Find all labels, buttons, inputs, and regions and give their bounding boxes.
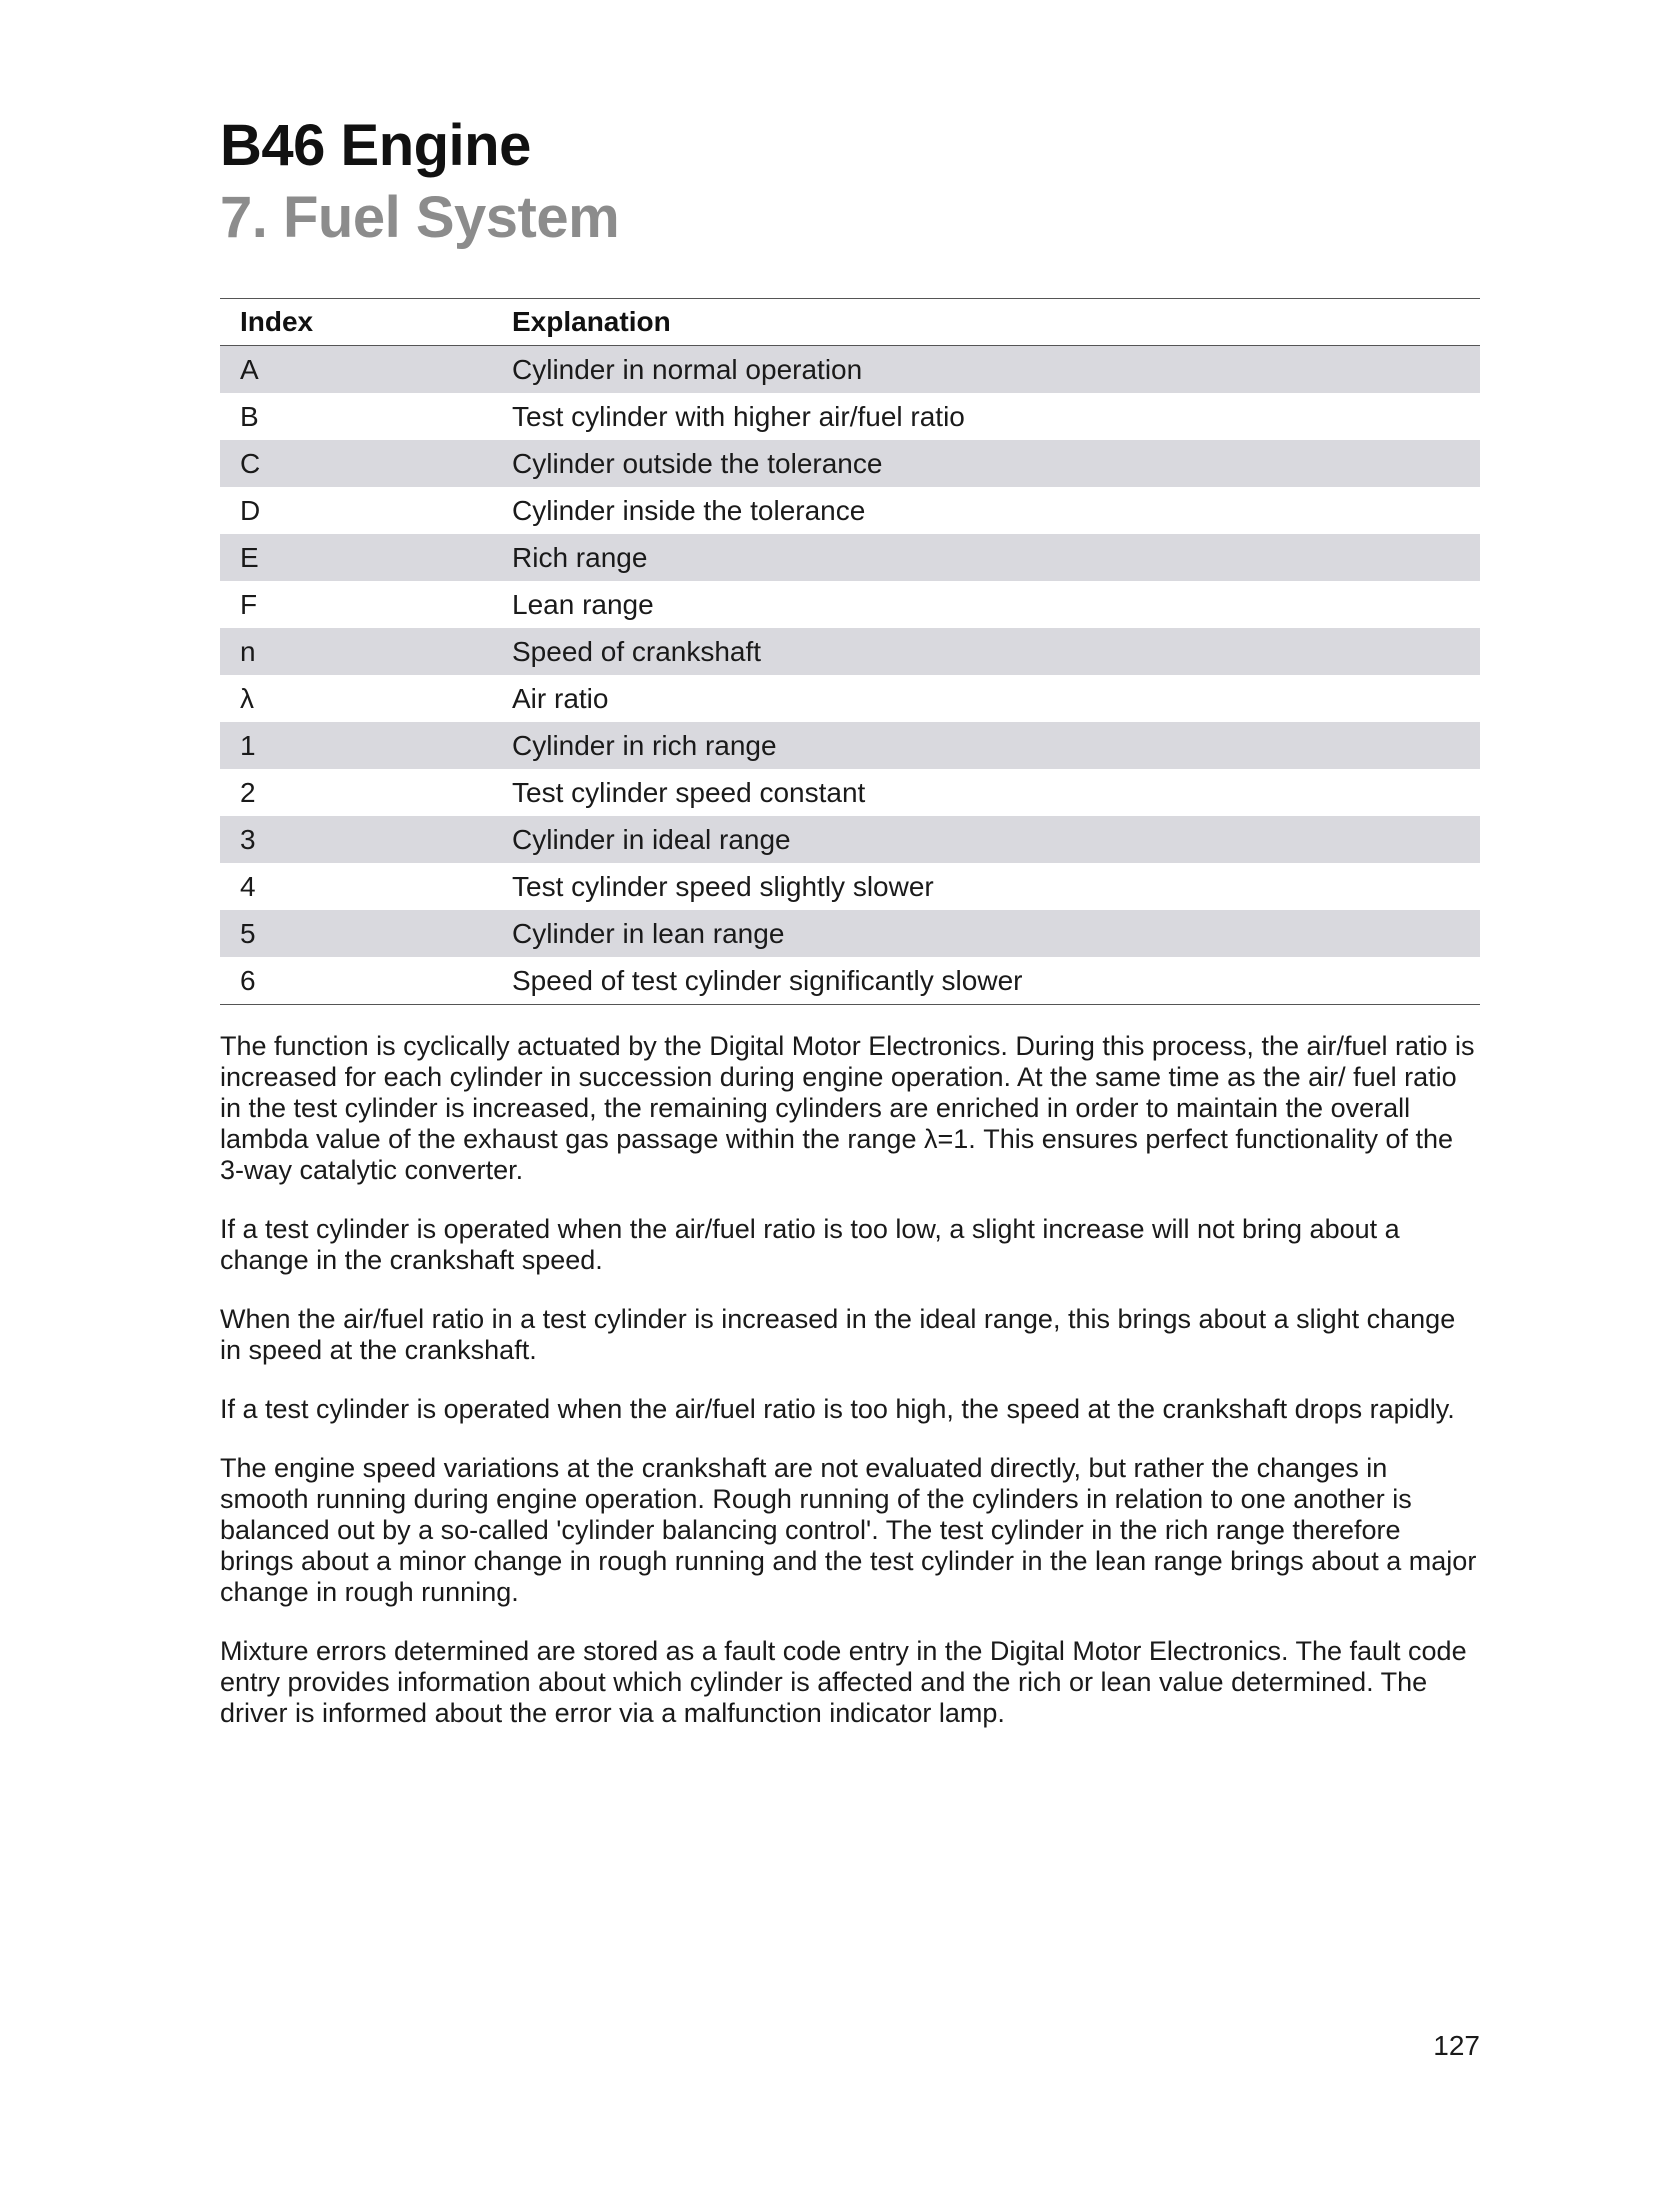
index-cell: 5 — [220, 910, 492, 957]
index-cell: B — [240, 400, 259, 432]
index-cell: 2 — [240, 776, 256, 808]
explanation-cell: Test cylinder speed slightly slower — [512, 870, 934, 902]
index-cell: 4 — [240, 870, 256, 902]
index-cell: D — [240, 494, 261, 526]
table-row — [220, 393, 1480, 440]
explanation-cell: Lean range — [512, 588, 654, 620]
paragraph: The function is cyclically actuated by the Digital Motor Electronics. During this process, the air/fuel ratio is increased for each cylinder in succession during engine operation. At the same time as the air/ fuel ratio in the test cylinder is increased, the remaining cylinders are enriched in order to maintain the overall lambda value of the exhaust gas passage within the range λ=1. This ensures perfect functionality of the 3-way catalytic converter. — [220, 1031, 1475, 1185]
paragraph: If a test cylinder is operated when the air/fuel ratio is too high, the speed at the crankshaft drops rapidly. — [220, 1394, 1455, 1424]
index-cell: 3 — [220, 816, 492, 863]
document-page — [220, 110, 1480, 1757]
table-row — [220, 628, 1480, 675]
index-cell: A — [220, 346, 492, 394]
table-row — [220, 346, 1480, 394]
paragraph: When the air/fuel ratio in a test cylinder is increased in the ideal range, this brings about a slight change in speed at the crankshaft. — [220, 1304, 1456, 1365]
page-title: B46 Engine — [220, 113, 531, 178]
explanation-cell: Cylinder in ideal range — [492, 816, 1480, 863]
index-cell: n — [220, 628, 492, 675]
index-cell: C — [220, 440, 492, 487]
explanation-column-header: Explanation — [492, 299, 1480, 346]
table-row — [220, 769, 1480, 816]
legend-table — [220, 298, 1480, 1005]
explanation-cell: Cylinder in lean range — [492, 910, 1480, 957]
explanation-cell: Air ratio — [512, 682, 609, 714]
index-column-header: Index — [220, 299, 492, 346]
table-header-row — [220, 299, 1480, 346]
paragraph: Mixture errors determined are stored as a fault code entry in the Digital Motor Electronics. The fault code entry provides information about which cylinder is affected and the rich or lean value determined. The driver is informed about the error via a malfunction indicator lamp. — [220, 1636, 1467, 1728]
index-cell: E — [220, 534, 492, 581]
table-row — [220, 957, 1480, 1005]
table-row — [220, 675, 1480, 722]
explanation-cell: Cylinder in normal operation — [492, 346, 1480, 394]
index-cell: λ — [240, 682, 254, 714]
explanation-cell: Cylinder inside the tolerance — [512, 494, 866, 526]
explanation-cell: Cylinder outside the tolerance — [492, 440, 1480, 487]
table-row — [220, 487, 1480, 534]
explanation-cell: Speed of test cylinder significantly slower — [512, 964, 1023, 996]
index-cell: 6 — [240, 964, 256, 996]
explanation-cell: Speed of crankshaft — [492, 628, 1480, 675]
explanation-cell: Test cylinder speed constant — [512, 776, 866, 808]
table-row — [220, 581, 1480, 628]
paragraph: The engine speed variations at the crankshaft are not evaluated directly, but rather the changes in smooth running during engine operation. Rough running of the cylinders in relation to one another is balanced out by a so-called 'cylinder balancing control'. The test cylinder in the rich range therefore brings about a minor change in rough running and the test cylinder in the lean range brings about a major change in rough running. — [220, 1453, 1477, 1607]
explanation-cell: Rich range — [492, 534, 1480, 581]
table-row — [220, 910, 1480, 957]
table-row — [220, 534, 1480, 581]
index-cell: F — [240, 588, 258, 620]
explanation-cell: Test cylinder with higher air/fuel ratio — [512, 400, 965, 432]
explanation-cell: Cylinder in rich range — [492, 722, 1480, 769]
paragraph: If a test cylinder is operated when the air/fuel ratio is too low, a slight increase will not bring about a change in the crankshaft speed. — [220, 1214, 1400, 1275]
body-text — [220, 1031, 1480, 1729]
table-row — [220, 816, 1480, 863]
page-number: 127 — [1433, 2030, 1480, 2061]
section-title: 7. Fuel System — [220, 185, 620, 250]
index-cell: 1 — [220, 722, 492, 769]
table-row — [220, 863, 1480, 910]
table-row — [220, 440, 1480, 487]
table-row — [220, 722, 1480, 769]
